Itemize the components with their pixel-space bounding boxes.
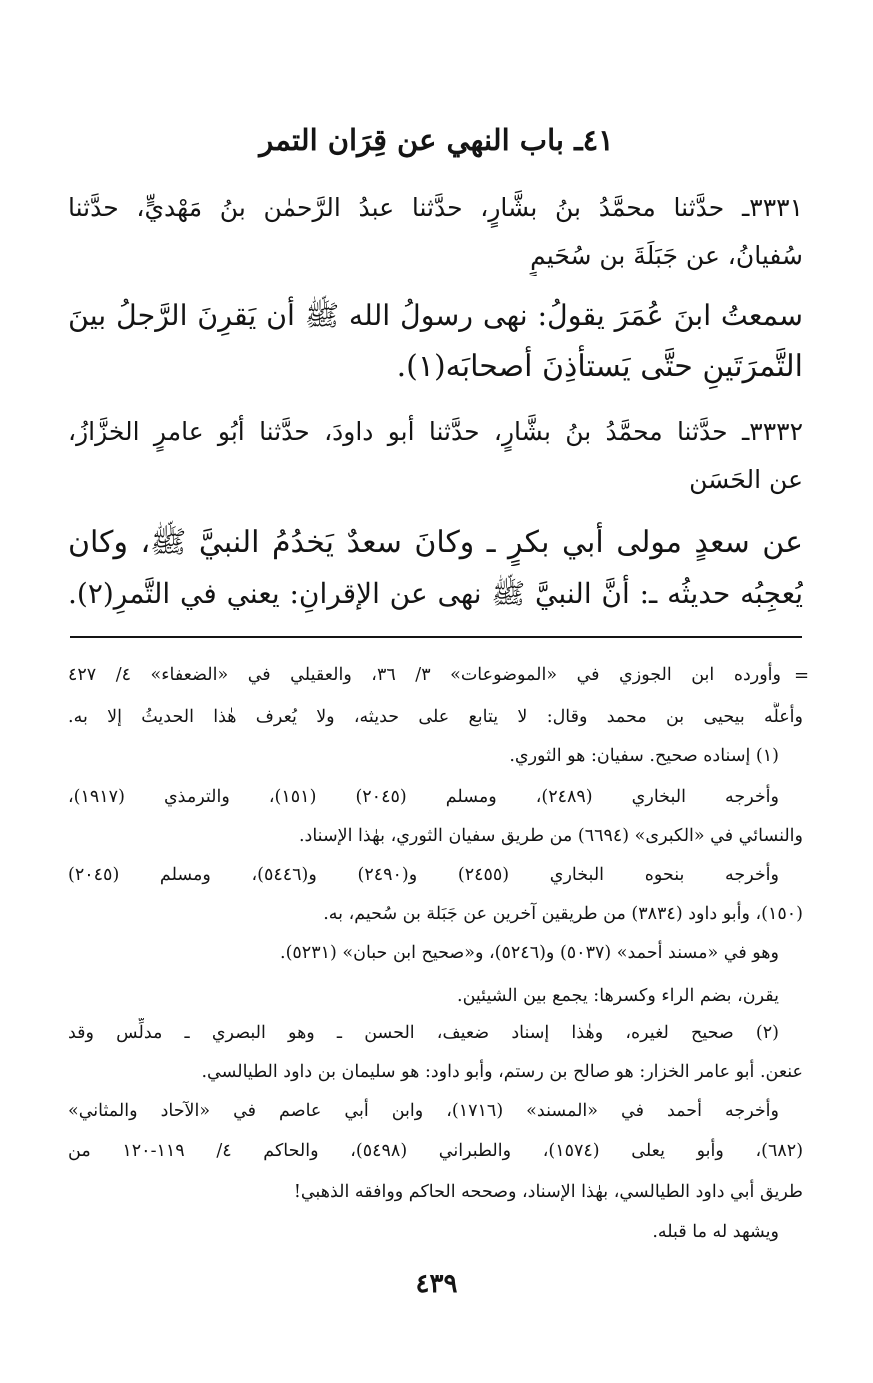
footnote-line-15: ويشهد له ما قبله.	[652, 1222, 779, 1242]
footnote-line-6: وأخرجه بنحوه البخاري (٢٤٥٥) و(٢٤٩٠) و(٥٤٤٦)، ومسلم (٢٠٤٥)	[68, 865, 779, 885]
footnote-line-14: طريق أبي داود الطيالسي، بهٰذا الإسناد، وصححه الحاكم ووافقه الذهبي!	[293, 1182, 803, 1202]
footnote-line-10: (٢) صحيح لغيره، وهٰذا إسناد ضعيف، الحسن ـ وهو البصري ـ مدلِّس وقد	[68, 1023, 779, 1043]
footnote-line-7: (١٥٠)، وأبو داود (٣٨٣٤) من طريقين آخرين عن جَبَلة بن سُحيم، به.	[323, 904, 803, 924]
footnote-line-12: وأخرجه أحمد في «المسند» (١٧١٦)، وابن أبي عاصم في «الآحاد والمثاني»	[68, 1101, 779, 1121]
hadith-3331-matn-line-2: التَّمرَتَينِ حتَّى يَستأذِنَ أصحابَه(١).	[396, 349, 803, 384]
footnote-line-5: والنسائي في «الكبرى» (٦٦٩٤) من طريق سفيان الثوري، بهٰذا الإسناد.	[298, 826, 803, 846]
footnote-line-4: وأخرجه البخاري (٢٤٨٩)، ومسلم (٢٠٤٥) (١٥١)، والترمذي (١٩١٧)،	[68, 787, 779, 807]
footnote-line-13: (٦٨٢)، وأبو يعلى (١٥٧٤)، والطبراني (٥٤٩٨)، والحاكم ٤/ ١١٩-١٢٠ من	[68, 1141, 803, 1161]
footnote-line-11: عنعن. أبو عامر الخزار: هو صالح بن رستم، وأبو داود: هو سليمان بن داود الطيالسي.	[201, 1062, 803, 1082]
chapter-title: ٤١ـ باب النهي عن قِرَان التمر	[259, 123, 614, 157]
hadith-3332-matn-line-1: عن سعدٍ مولى أبي بكرٍ ـ وكانَ سعدٌ يَخدُمُ النبيَّ ﷺ، وكان	[68, 525, 803, 560]
hadith-3331-isnad-line-2: سُفيانُ، عن جَبَلَةَ بن سُحَيمٍ	[530, 241, 803, 270]
footnote-line-9: يقرن، بضم الراء وكسرها: يجمع بين الشيئين.	[457, 986, 779, 1006]
hadith-3332-matn-line-2: يُعجِبُه حديثُه ـ: أنَّ النبيَّ ﷺ نهى عن الإقرانِ: يعني في التَّمرِ(٢).	[68, 577, 803, 610]
hadith-3332-isnad-line-1: ٣٣٣٢ـ حدَّثنا محمَّدُ بنُ بشَّارٍ، حدَّثنا أبو داودَ، حدَّثنا أبُو عامرٍ الخزَّازُ،	[68, 417, 803, 446]
footnote-line-2: وأعلَّه بيحيى بن محمد وقال: لا يتابع على حديثه، ولا يُعرف هٰذا الحديثُ إلا به.	[68, 707, 803, 727]
footnote-continuation-mark: =	[794, 665, 810, 686]
footnote-separator	[70, 636, 802, 638]
footnote-line-3: (١) إسناده صحيح. سفيان: هو الثوري.	[509, 746, 779, 766]
hadith-3331-matn-line-1: سمعتُ ابنَ عُمَرَ يقولُ: نهى رسولُ الله ﷺ أن يَقرِنَ الرَّجلُ بينَ	[68, 299, 803, 332]
footnote-line-8: وهو في «مسند أحمد» (٥٠٣٧) و(٥٢٤٦)، و«صحيح ابن حبان» (٥٢٣١).	[280, 943, 779, 963]
hadith-3331-isnad-line-1: ٣٣٣١ـ حدَّثنا محمَّدُ بنُ بشَّارٍ، حدَّثنا عبدُ الرَّحمٰن بنُ مَهْديٍّ، حدَّثنا	[68, 193, 803, 222]
hadith-3332-isnad-line-2: عن الحَسَن	[689, 465, 803, 494]
footnote-line-1: وأورده ابن الجوزي في «الموضوعات» ٣/ ٣٦، والعقيلي في «الضعفاء» ٤/ ٤٢٧	[68, 665, 781, 685]
page-number: ٤٣٩	[415, 1269, 458, 1299]
